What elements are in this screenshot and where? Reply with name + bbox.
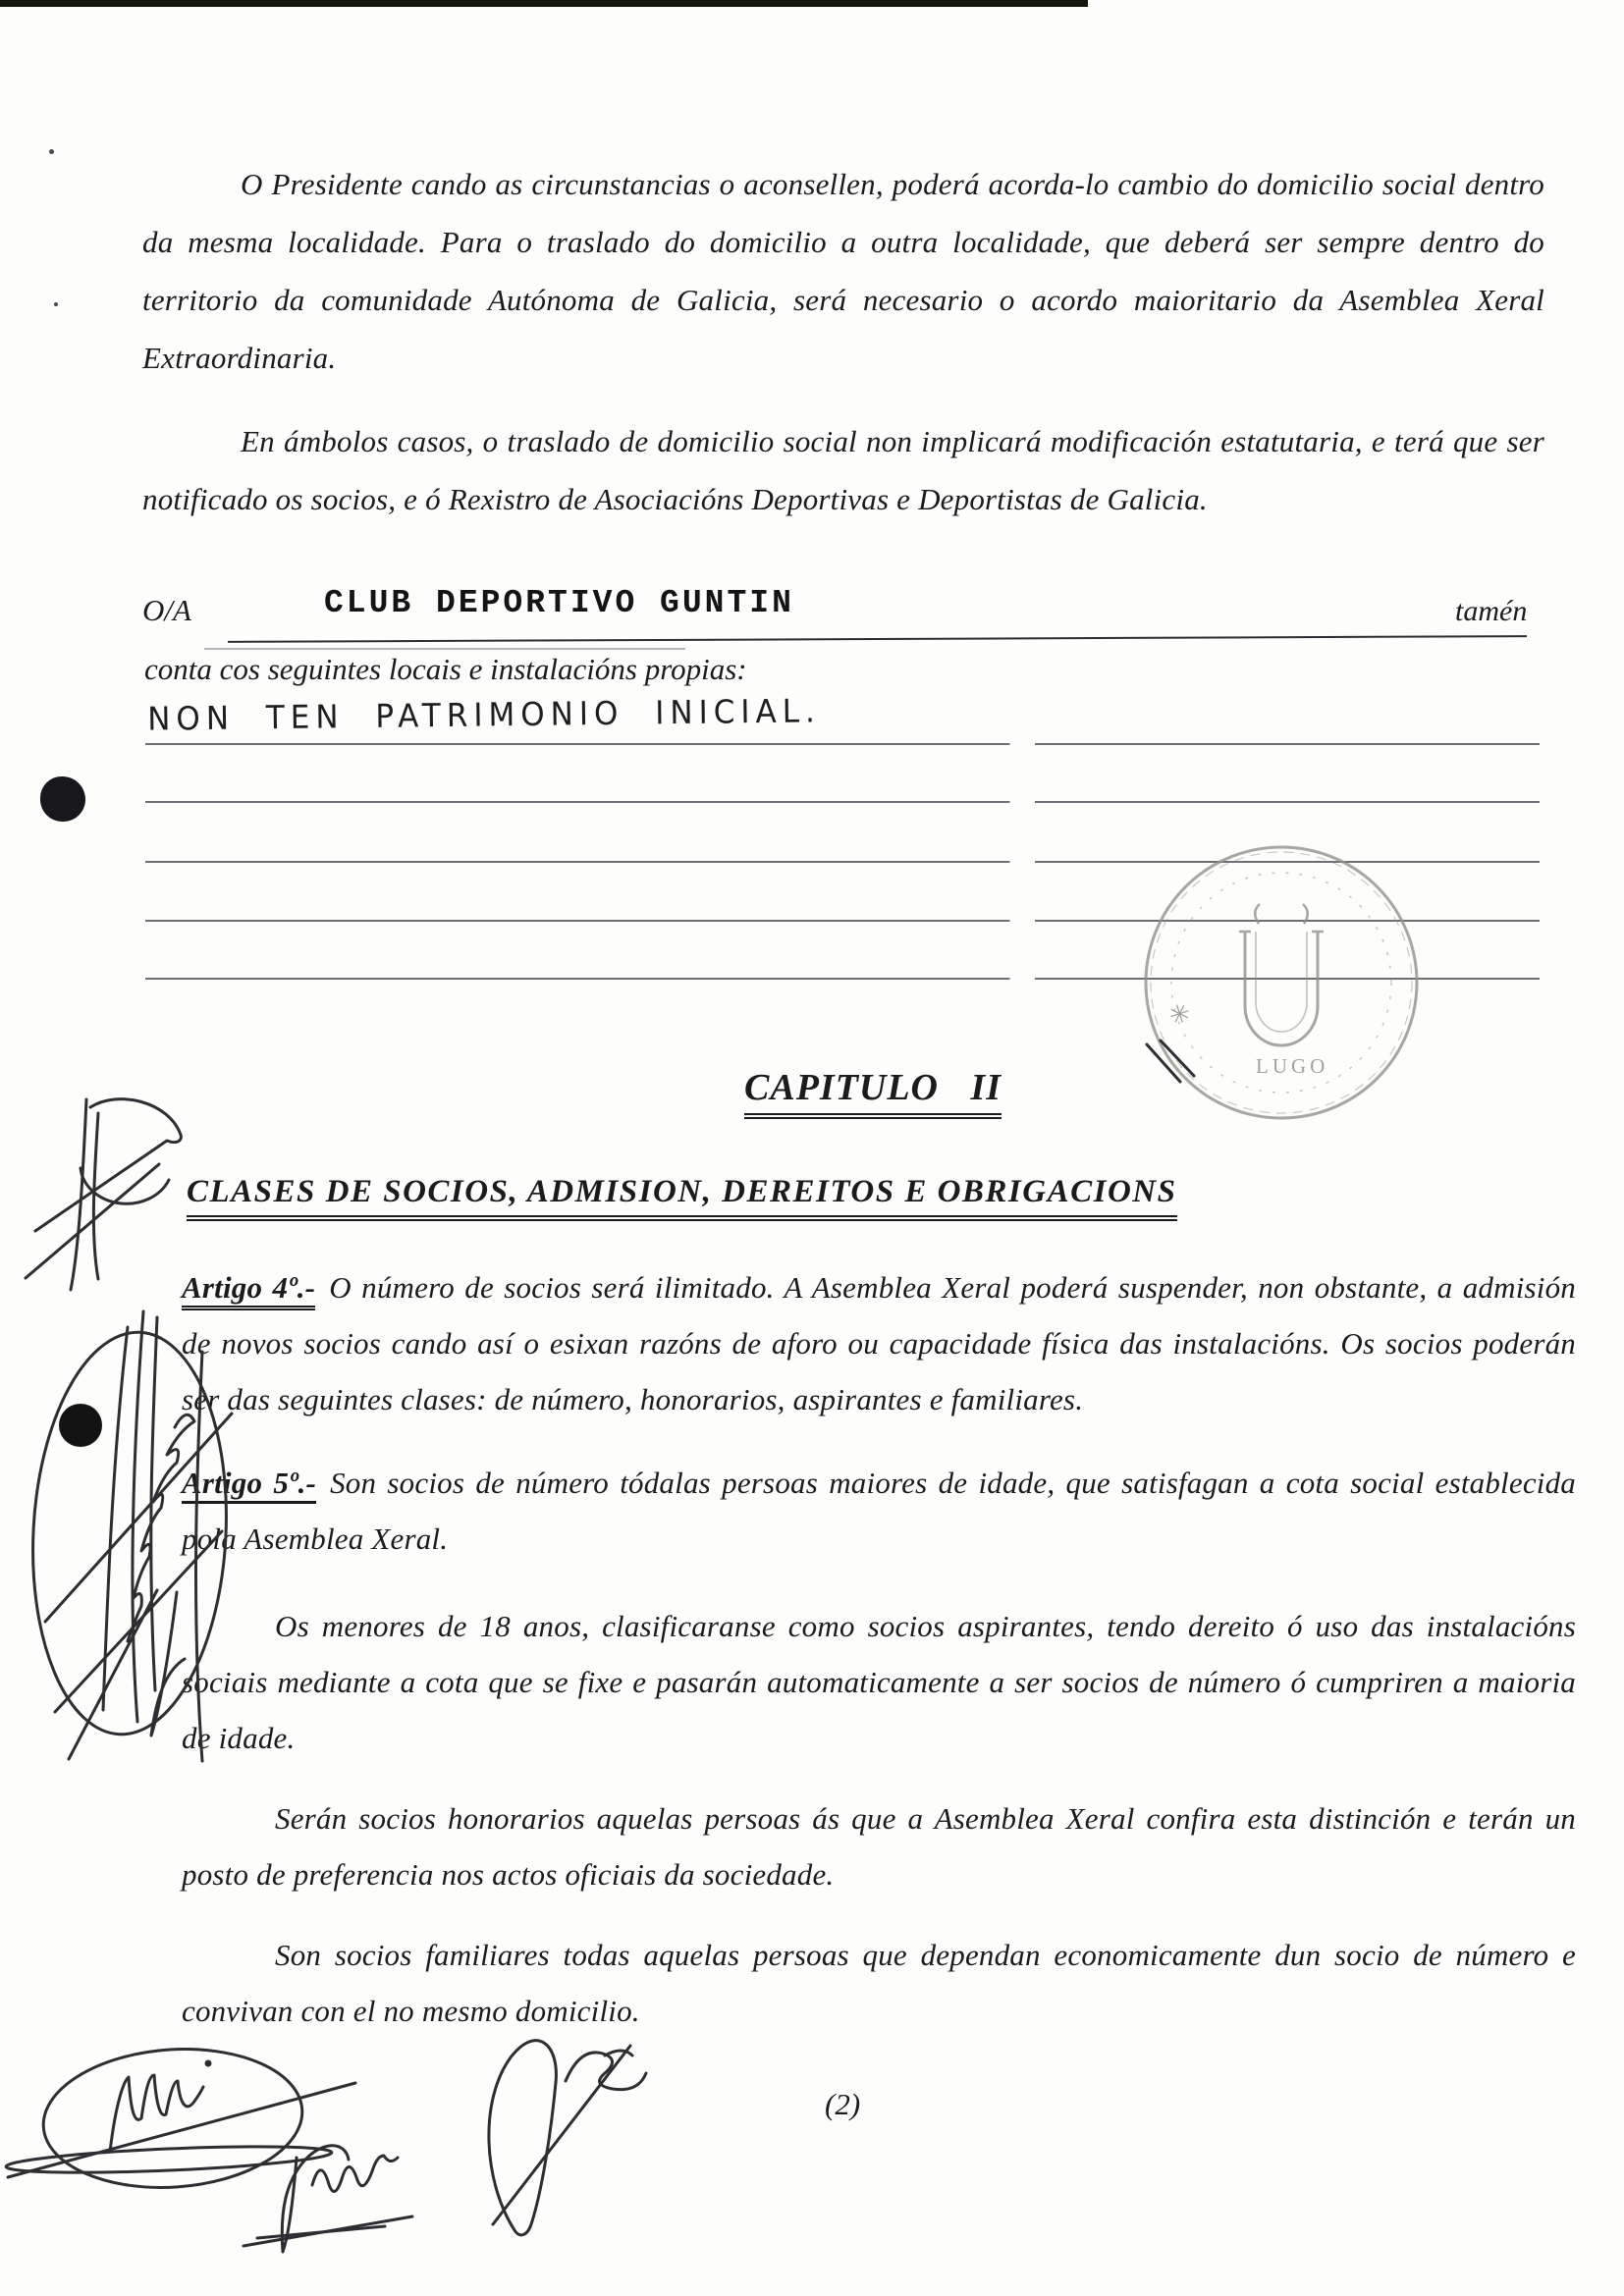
pen-mark bbox=[1141, 1037, 1210, 1095]
article-4 bbox=[182, 1259, 1576, 1427]
blank-rule-line bbox=[145, 743, 1540, 745]
fill-in-underline-ghost bbox=[204, 648, 685, 650]
handwritten-note: NON TEN PATRIMONIO INICIAL. bbox=[147, 692, 822, 739]
page-number: (2) bbox=[825, 2087, 861, 2121]
fill-in-suffix: tamén bbox=[1455, 595, 1528, 627]
stamp-star-icon: ✳ bbox=[1164, 997, 1195, 1032]
paragraph-traslado: En ámbolos casos, o traslado de domicilio social non implicará modificación estatutaria, e terá que ser notificado os socios, e ó Rexistro de Asociacións Deportivas e Deportistas de Galicia. bbox=[142, 424, 1544, 516]
fill-in-underline bbox=[228, 635, 1527, 643]
hole-punch-dot bbox=[40, 776, 85, 822]
paragraph-menores: Os menores de 18 anos, clasificaranse como socios aspirantes, tendo dereito ó uso das instalacións sociais mediante a cota que se fixe e pasarán automaticamente a ser socios de número ó cumpriren a maioria de idade. bbox=[182, 1609, 1576, 1755]
signature-2 bbox=[244, 2146, 412, 2252]
scan-speck bbox=[49, 149, 54, 154]
scan-edge-artifact bbox=[0, 0, 1088, 7]
fill-in-prefix: O/A bbox=[142, 593, 191, 627]
section-heading: CLASES DE SOCIOS, ADMISION, DEREITOS E OBRIGACIONS bbox=[187, 1174, 1177, 1221]
hole-punch-dot bbox=[59, 1404, 102, 1447]
margin-scribble-1 bbox=[12, 1078, 213, 1299]
margin-scribble-2 bbox=[10, 1298, 260, 1784]
signatures-group bbox=[0, 2012, 982, 2296]
article-5-label: Artigo 5º.- bbox=[182, 1466, 316, 1504]
club-name-typed: CLUB DEPORTIVO GUNTIN bbox=[324, 585, 794, 621]
paragraph-honorarios: Serán socios honorarios aquelas persoas ás que a Asemblea Xeral confira esta distinción e terán un posto de preferencia nos actos oficiais da sociedade. bbox=[182, 1801, 1576, 1892]
article-4-text: O número de socios será ilimitado. A Asemblea Xeral poderá suspender, non obstante, a admisión de novos socios cando así o esixan razóns de aforo ou capacidade física das instalacións. Os socios poderán ser das seguintes clases: de número, honorarios, aspirantes e familiares. bbox=[182, 1270, 1576, 1416]
article-4-label: Artigo 4º.- bbox=[182, 1270, 315, 1310]
paragraph-domicilio: O Presidente cando as circunstancias o aconsellen, poderá acorda-lo cambio do domicilio social dentro da mesma localidade. Para o traslado do domicilio a outra localidade, que deberá ser sempre dentro do territorio da comunidade Autónoma de Galicia, será necesario o acordo maioritario da Asemblea Xeral Extraordinaria. bbox=[142, 167, 1544, 375]
article-5 bbox=[182, 1455, 1576, 1567]
chapter-heading: CAPITULO II bbox=[744, 1066, 1001, 1119]
stamp-city-text: LUGO bbox=[1256, 1054, 1329, 1078]
lead-in-line: conta cos seguintes locais e instalacións propias: bbox=[144, 652, 747, 686]
signature-3 bbox=[489, 2041, 646, 2235]
paragraph-familiares: Son socios familiares todas aquelas persoas que dependan economicamente dun socio de número e convivan con el no mesmo domicilio. bbox=[182, 1938, 1576, 2028]
signature-1 bbox=[6, 2041, 355, 2196]
article-5-text: Son socios de número tódalas persoas maiores de idade, que satisfagan a cota social establecida pola Asemblea Xeral. bbox=[182, 1466, 1576, 1556]
scan-speck bbox=[54, 302, 58, 306]
blank-rule-line bbox=[145, 801, 1540, 803]
